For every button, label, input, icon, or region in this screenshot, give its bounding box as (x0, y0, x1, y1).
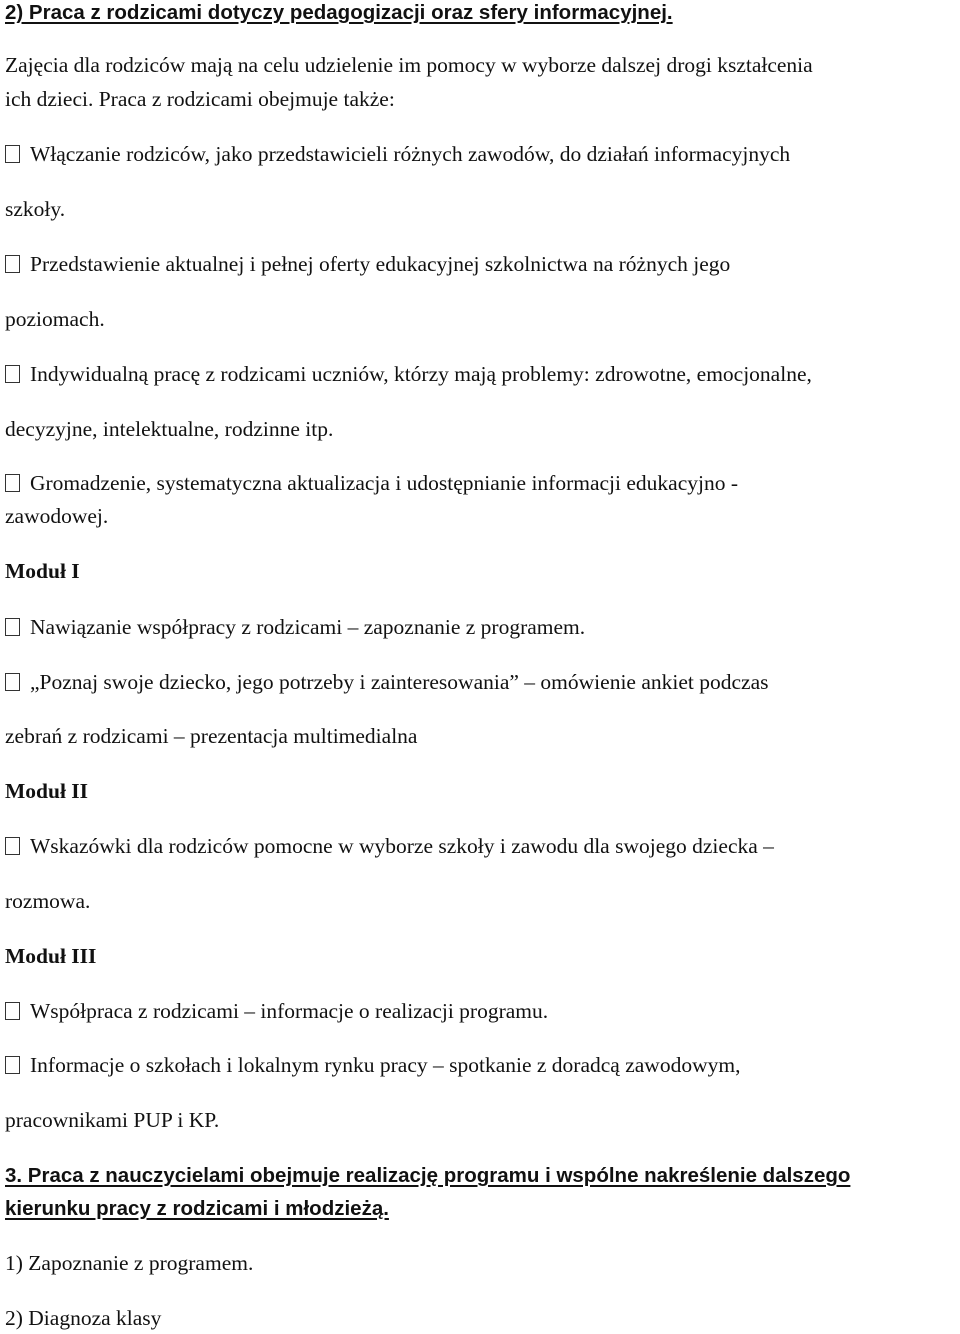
step-item: 1) Zapoznanie z programem. (5, 1251, 254, 1275)
step-item: 2) Diagnoza klasy (5, 1306, 162, 1330)
module-title: Moduł III (5, 944, 97, 968)
empty-box-icon (5, 474, 20, 492)
intro-line-2: ich dzieci. Praca z rodzicami obejmuje także: (5, 87, 395, 111)
bullet-text: Informacje o szkołach i lokalnym rynku pracy – spotkanie z doradcą zawodowym, (30, 1053, 741, 1077)
bullet-item (5, 141, 790, 167)
section2-heading: 2) Praca z rodzicami dotyczy pedagogizacji oraz sfery informacyjnej. (5, 1, 673, 24)
empty-box-icon (5, 1002, 20, 1020)
bullet-item (5, 614, 585, 640)
empty-box-icon (5, 1056, 20, 1074)
empty-box-icon (5, 837, 20, 855)
section3-heading-line-2: kierunku pracy z rodzicami i młodzieżą. (5, 1197, 389, 1220)
bullet-text: Indywidualną pracę z rodzicami uczniów, którzy mają problemy: zdrowotne, emocjonalne, (30, 362, 812, 386)
bullet-item (5, 251, 730, 277)
empty-box-icon (5, 365, 20, 383)
bullet-text: Współpraca z rodzicami – informacje o realizacji programu. (30, 999, 549, 1023)
empty-box-icon (5, 255, 20, 273)
bullet-text: Przedstawienie aktualnej i pełnej oferty edukacyjnej szkolnictwa na różnych jego (30, 252, 731, 276)
module-title: Moduł I (5, 559, 80, 583)
bullet-continuation: poziomach. (5, 307, 105, 331)
bullet-item (5, 669, 769, 695)
bullet-item (5, 998, 548, 1024)
bullet-text: Wskazówki dla rodziców pomocne w wyborze szkoły i zawodu dla swojego dziecka – (30, 834, 774, 858)
bullet-item (5, 361, 812, 387)
bullet-continuation: pracownikami PUP i KP. (5, 1108, 220, 1132)
bullet-item (5, 833, 774, 859)
empty-box-icon (5, 618, 20, 636)
bullet-text: „Poznaj swoje dziecko, jego potrzeby i zainteresowania” – omówienie ankiet podczas (30, 670, 769, 694)
bullet-continuation: decyzyjne, intelektualne, rodzinne itp. (5, 417, 334, 441)
bullet-item (5, 1052, 740, 1078)
bullet-continuation: szkoły. (5, 197, 66, 221)
section3-heading-line-1: 3. Praca z nauczycielami obejmuje realizację programu i wspólne nakreślenie dalszego (5, 1164, 851, 1187)
empty-box-icon (5, 673, 20, 691)
bullet-text: Gromadzenie, systematyczna aktualizacja i udostępnianie informacji edukacyjno - (30, 471, 739, 495)
intro-line-1: Zajęcia dla rodziców mają na celu udzielenie im pomocy w wyborze dalszej drogi kształcenia (5, 53, 813, 77)
bullet-text: Włączanie rodziców, jako przedstawicieli różnych zawodów, do działań informacyjnych (30, 142, 791, 166)
module-title: Moduł II (5, 779, 89, 803)
empty-box-icon (5, 145, 20, 163)
bullet-item (5, 470, 738, 496)
bullet-text: Nawiązanie współpracy z rodzicami – zapoznanie z programem. (30, 615, 586, 639)
bullet-continuation: zawodowej. (5, 504, 109, 528)
bullet-continuation: rozmowa. (5, 889, 91, 913)
bullet-continuation: zebrań z rodzicami – prezentacja multimedialna (5, 724, 418, 748)
